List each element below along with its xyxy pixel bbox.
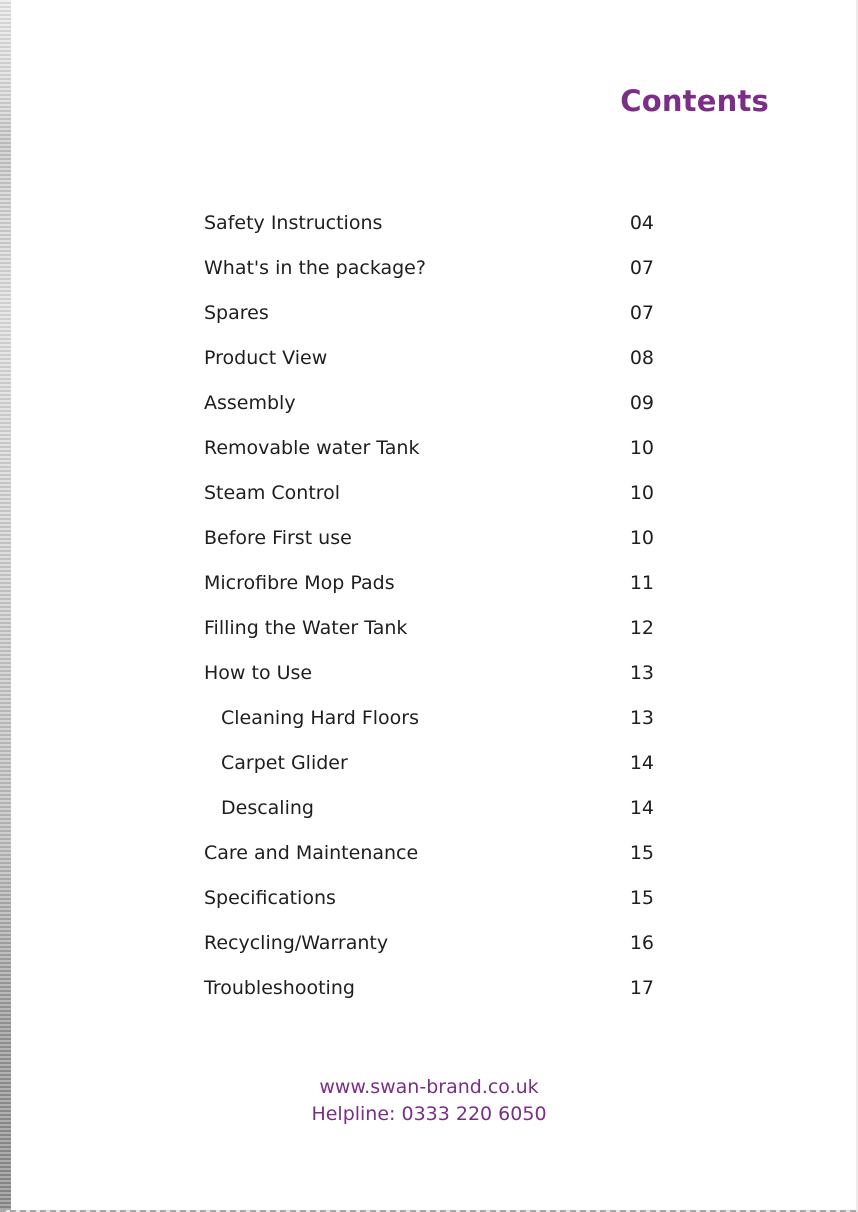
toc-entry-assembly[interactable] xyxy=(204,380,654,425)
toc-entry-label: Before First use xyxy=(204,526,352,549)
toc-entry-carpet-glider[interactable] xyxy=(204,740,654,785)
toc-entry-label: Safety Instructions xyxy=(204,211,383,234)
toc-entry-cleaning-hard-floors[interactable] xyxy=(204,695,654,740)
toc-entry-recycling-warranty[interactable] xyxy=(204,920,654,965)
toc-entry-page: 09 xyxy=(629,391,654,414)
toc-entry-label: Care and Maintenance xyxy=(204,841,419,864)
toc-entry-label: Descaling xyxy=(221,796,314,819)
toc-entry-page: 10 xyxy=(629,481,654,504)
toc-entry-label: Recycling/Warranty xyxy=(204,931,389,954)
toc-entry-page: 07 xyxy=(629,301,654,324)
toc-entry-label: Steam Control xyxy=(204,481,341,504)
toc-entry-page: 14 xyxy=(629,751,654,774)
toc-entry-label: Carpet Glider xyxy=(221,751,348,774)
website-link[interactable]: www.swan-brand.co.uk xyxy=(319,1076,539,1098)
footer-helpline xyxy=(0,1103,858,1125)
toc-entry-page: 16 xyxy=(629,931,654,954)
toc-entry-troubleshooting[interactable] xyxy=(204,965,654,1010)
toc-entry-specifications[interactable] xyxy=(204,875,654,920)
toc-entry-label: Cleaning Hard Floors xyxy=(221,706,420,729)
toc-entry-page: 12 xyxy=(629,616,654,639)
toc-entry-label: What's in the package? xyxy=(204,256,426,279)
toc-entry-page: 07 xyxy=(629,256,654,279)
toc-entry-page: 10 xyxy=(629,436,654,459)
table-of-contents xyxy=(204,200,654,1010)
toc-entry-label: Microfibre Mop Pads xyxy=(204,571,395,594)
toc-entry-label: Specifications xyxy=(204,886,336,909)
toc-entry-label: Removable water Tank xyxy=(204,436,420,459)
toc-entry-page: 13 xyxy=(629,661,654,684)
toc-entry-removable-water-tank[interactable] xyxy=(204,425,654,470)
toc-entry-page: 15 xyxy=(629,886,654,909)
toc-entry-product-view[interactable] xyxy=(204,335,654,380)
toc-entry-before-first-use[interactable] xyxy=(204,515,654,560)
toc-entry-label: Troubleshooting xyxy=(204,976,355,999)
toc-entry-label: How to Use xyxy=(204,661,313,684)
toc-entry-label: Filling the Water Tank xyxy=(204,616,408,639)
toc-entry-page: 11 xyxy=(629,571,654,594)
toc-entry-page: 04 xyxy=(629,211,654,234)
toc-entry-whats-in-package[interactable] xyxy=(204,245,654,290)
toc-entry-descaling[interactable] xyxy=(204,785,654,830)
toc-entry-page: 08 xyxy=(629,346,654,369)
toc-entry-safety-instructions[interactable] xyxy=(204,200,654,245)
toc-entry-filling-water-tank[interactable] xyxy=(204,605,654,650)
toc-entry-page: 13 xyxy=(629,706,654,729)
toc-entry-page: 10 xyxy=(629,526,654,549)
toc-entry-page: 17 xyxy=(629,976,654,999)
toc-entry-how-to-use[interactable] xyxy=(204,650,654,695)
page-left-edge-texture xyxy=(0,0,11,1212)
page-title: Contents xyxy=(620,84,769,118)
helpline-text: Helpline: 0333 220 6050 xyxy=(311,1103,547,1125)
toc-entry-label: Product View xyxy=(204,346,328,369)
toc-entry-label: Assembly xyxy=(204,391,296,414)
footer-website xyxy=(0,1076,858,1098)
toc-entry-page: 15 xyxy=(629,841,654,864)
toc-entry-page: 14 xyxy=(629,796,654,819)
toc-entry-microfibre-mop-pads[interactable] xyxy=(204,560,654,605)
toc-entry-care-and-maintenance[interactable] xyxy=(204,830,654,875)
toc-entry-label: Spares xyxy=(204,301,269,324)
toc-entry-steam-control[interactable] xyxy=(204,470,654,515)
toc-entry-spares[interactable] xyxy=(204,290,654,335)
